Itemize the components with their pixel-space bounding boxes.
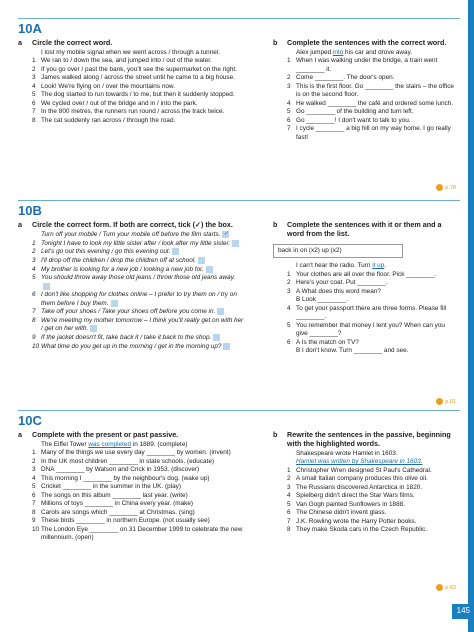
exercise-instruction: Complete with the present or past passive. (32, 430, 179, 439)
list-item: 4 Spielberg didn't direct the Star Wars films. (287, 492, 415, 500)
tick-box[interactable]: ✓ (223, 231, 229, 237)
list-item: 3 The Russians discovered Antarctica in 1820. (287, 483, 423, 491)
tick-box[interactable] (232, 240, 239, 247)
exercise-a (18, 430, 244, 542)
exercise-b (273, 220, 455, 355)
list-item: 8 The cat suddenly ran across / through the road. (32, 116, 176, 124)
exercise-instruction: Complete the sentences with it or them and a word from the list. (287, 220, 442, 238)
tick-box[interactable] (223, 343, 230, 350)
section-10b (18, 202, 458, 405)
page-reference[interactable]: p.83 (436, 584, 456, 592)
example-line: I can't hear the radio. Turn it up. (296, 262, 387, 270)
list-item: 5 You should throw away those old jeans / throw those old jeans away. (32, 274, 244, 291)
tick-box[interactable] (217, 308, 224, 315)
list-item: 4 My brother is looking for a new job / looking a new job for. (32, 266, 244, 275)
list-item: 4 He walked ________ the café and ordered some lunch. (287, 99, 454, 107)
list-item: 1 When I was walking under the bridge, a train went ________ it. (287, 57, 438, 73)
exercise-instruction: Rewrite the sentences in the passive, beginning with the highlighted words. (287, 430, 451, 448)
list-item: 5 You remember that money I lent you? When can you give ________? (287, 321, 445, 338)
section-divider (18, 200, 460, 201)
list-item: 1 We ran to / down the sea, and jumped into / out of the water. (32, 57, 212, 65)
section-divider (18, 18, 460, 19)
list-item: 2 A small Italian company produces this olive oil. (287, 475, 428, 483)
list-item: 4 Look! We're flying on / over the mountains now. (32, 82, 175, 90)
list-item: 4 To get your passport there are three forms. Please fill ________. (287, 304, 447, 321)
exercise-a (18, 220, 244, 351)
list-item: 5 The dog started to run towards / to me, but then it suddenly stopped. (32, 91, 235, 99)
example-line: Alex jumped into his car and drove away. (296, 49, 413, 56)
tick-box[interactable] (43, 283, 50, 290)
tick-box[interactable] (213, 334, 220, 341)
arrow-icon (436, 584, 443, 591)
list-item: 8 We're meeting my mother tomorrow – I think you'll really get on with her / get on her with. (32, 317, 244, 333)
list-item: 3 DNA ________ by Watson and Crick in 1953. (discover) (32, 466, 200, 474)
exercise-letter: a (18, 430, 22, 439)
list-item: 7 Millions of toys ________ in China every year. (make) (32, 500, 194, 508)
exercise-letter: b (273, 220, 278, 229)
arrow-icon (436, 398, 443, 405)
list-item: 9 If the jacket doesn't fit, take back it / take it back to the shop. (32, 334, 244, 343)
tick-box[interactable] (90, 325, 97, 332)
section-10c (18, 412, 458, 591)
word-list-box: back in on (x2) up (x2) (273, 244, 403, 258)
exercise-b (273, 38, 455, 142)
list-item: 10 What time do you get up in the morning / get in the morning up? (32, 343, 244, 352)
list-item: 7 In the 800 metres, the runners run round / across the track twice. (32, 108, 225, 116)
list-item: 7 I cycle ________ a big hill on my way home. I go really fast! (287, 125, 451, 141)
exercise-instruction: Circle the correct form. If both are correct, tick (✓) the box. (32, 220, 233, 229)
list-item: 6 A Is the match on TV? B I don't know. Turn ________ and see. (287, 338, 409, 354)
exercise-letter: b (273, 430, 278, 439)
list-item: 6 Go ________! I don't want to talk to you. (287, 116, 411, 124)
list-item: 5 Cricket ________ in the summer in the UK. (play) (32, 483, 181, 491)
page-reference[interactable]: p.78 (436, 184, 456, 192)
section-divider (18, 410, 460, 411)
example-line: I lost my mobile signal when we went across / through a tunnel. (41, 49, 221, 56)
section-10a (18, 20, 458, 191)
list-item: 6 We cycled over / out of the bridge and in / into the park. (32, 99, 198, 107)
list-item: 2 Here's your coat. Put ________. (287, 279, 388, 287)
exercise-letter: a (18, 220, 22, 229)
exercise-a (18, 38, 244, 125)
list-item: 1 Christopher Wren designed St Paul's Cathedral. (287, 466, 432, 474)
example-line: Shakespeare wrote Hamlet in 1603. (296, 450, 398, 457)
example-line: The Eiffel Tower was completed in 1889. (complete) (41, 441, 188, 448)
list-item: 8 Carols are songs which ________ at Christmas. (sing) (32, 508, 195, 516)
list-item: 1 Many of the things we use every day ________ by women. (invent) (32, 449, 231, 457)
list-item: 1 Tonight I have to look my little sister after / look after my little sister. (32, 240, 244, 249)
arrow-icon (436, 184, 443, 191)
list-item: 3 This is the first floor. Go ________ the stairs – the office is on the second floor. (287, 82, 454, 99)
list-item: 2 Come ________. The door's open. (287, 74, 395, 82)
section-title: 10B (18, 203, 42, 218)
side-accent-bar (468, 0, 474, 632)
exercise-instruction: Complete the sentences with the correct word. (287, 38, 447, 47)
section-title: 10C (18, 413, 42, 428)
tick-box[interactable] (198, 257, 205, 264)
page-number: 145 (452, 604, 472, 619)
exercise-b (273, 430, 455, 535)
exercise-letter: b (273, 38, 278, 47)
list-item: 6 The songs on this album ________ last year. (write) (32, 491, 188, 499)
list-item: 3 A What does this word mean? B Look ________. (287, 287, 381, 304)
list-item: 2 In the UK most children ________ in state schools. (educate) (32, 457, 215, 465)
list-item: 3 James walked along / across the street until he came to a big house. (32, 74, 235, 82)
section-title: 10A (18, 21, 42, 36)
list-item: 6 I don't like shopping for clothes online – I prefer to try them on / try on them before I buy them. (32, 291, 237, 307)
exercise-letter: a (18, 38, 22, 47)
list-item: 1 Your clothes are all over the floor. Pick ________. (287, 270, 437, 278)
tick-box[interactable] (111, 300, 118, 307)
list-item: 4 This morning I ________ by the neighbour's dog. (wake up) (32, 474, 210, 482)
page-reference[interactable]: p.81 (436, 398, 456, 406)
list-item: 7 Take off your shoes / Take your shoes off before you come in. (32, 308, 244, 317)
tick-box[interactable] (172, 248, 179, 255)
tick-box[interactable] (206, 266, 213, 273)
list-item: 7 J.K. Rowling wrote the Harry Potter books. (287, 517, 417, 525)
list-item: 8 They make Skoda cars in the Czech Republic. (287, 526, 428, 534)
list-item: 5 Go ________ of the building and turn left. (287, 108, 414, 116)
example-answer: Hamlet was written by Shakespeare in 1603. (296, 458, 423, 466)
list-item: 10 The London Eye ________ on 31 December 1999 to celebrate the new millennium. (open) (32, 525, 243, 541)
list-item: 3 I'll drop off the children / drop the children off at school. (32, 257, 244, 266)
list-item: 2 Let's go out this evening / go this evening out. (32, 248, 244, 257)
exercise-instruction: Circle the correct word. (32, 38, 113, 47)
list-item: 6 The Chinese didn't invent glass. (287, 509, 387, 517)
list-item: 9 These birds ________ in northern Europe. (not usually see) (32, 517, 210, 525)
list-item: 5 Van Gogh painted Sunflowers in 1888. (287, 500, 405, 508)
example-line: Turn off your mobile / Turn your mobile off before the film starts. ✓ (41, 231, 229, 239)
list-item: 2 If you go over / past the bank, you'll see the supermarket on the right. (32, 65, 237, 73)
